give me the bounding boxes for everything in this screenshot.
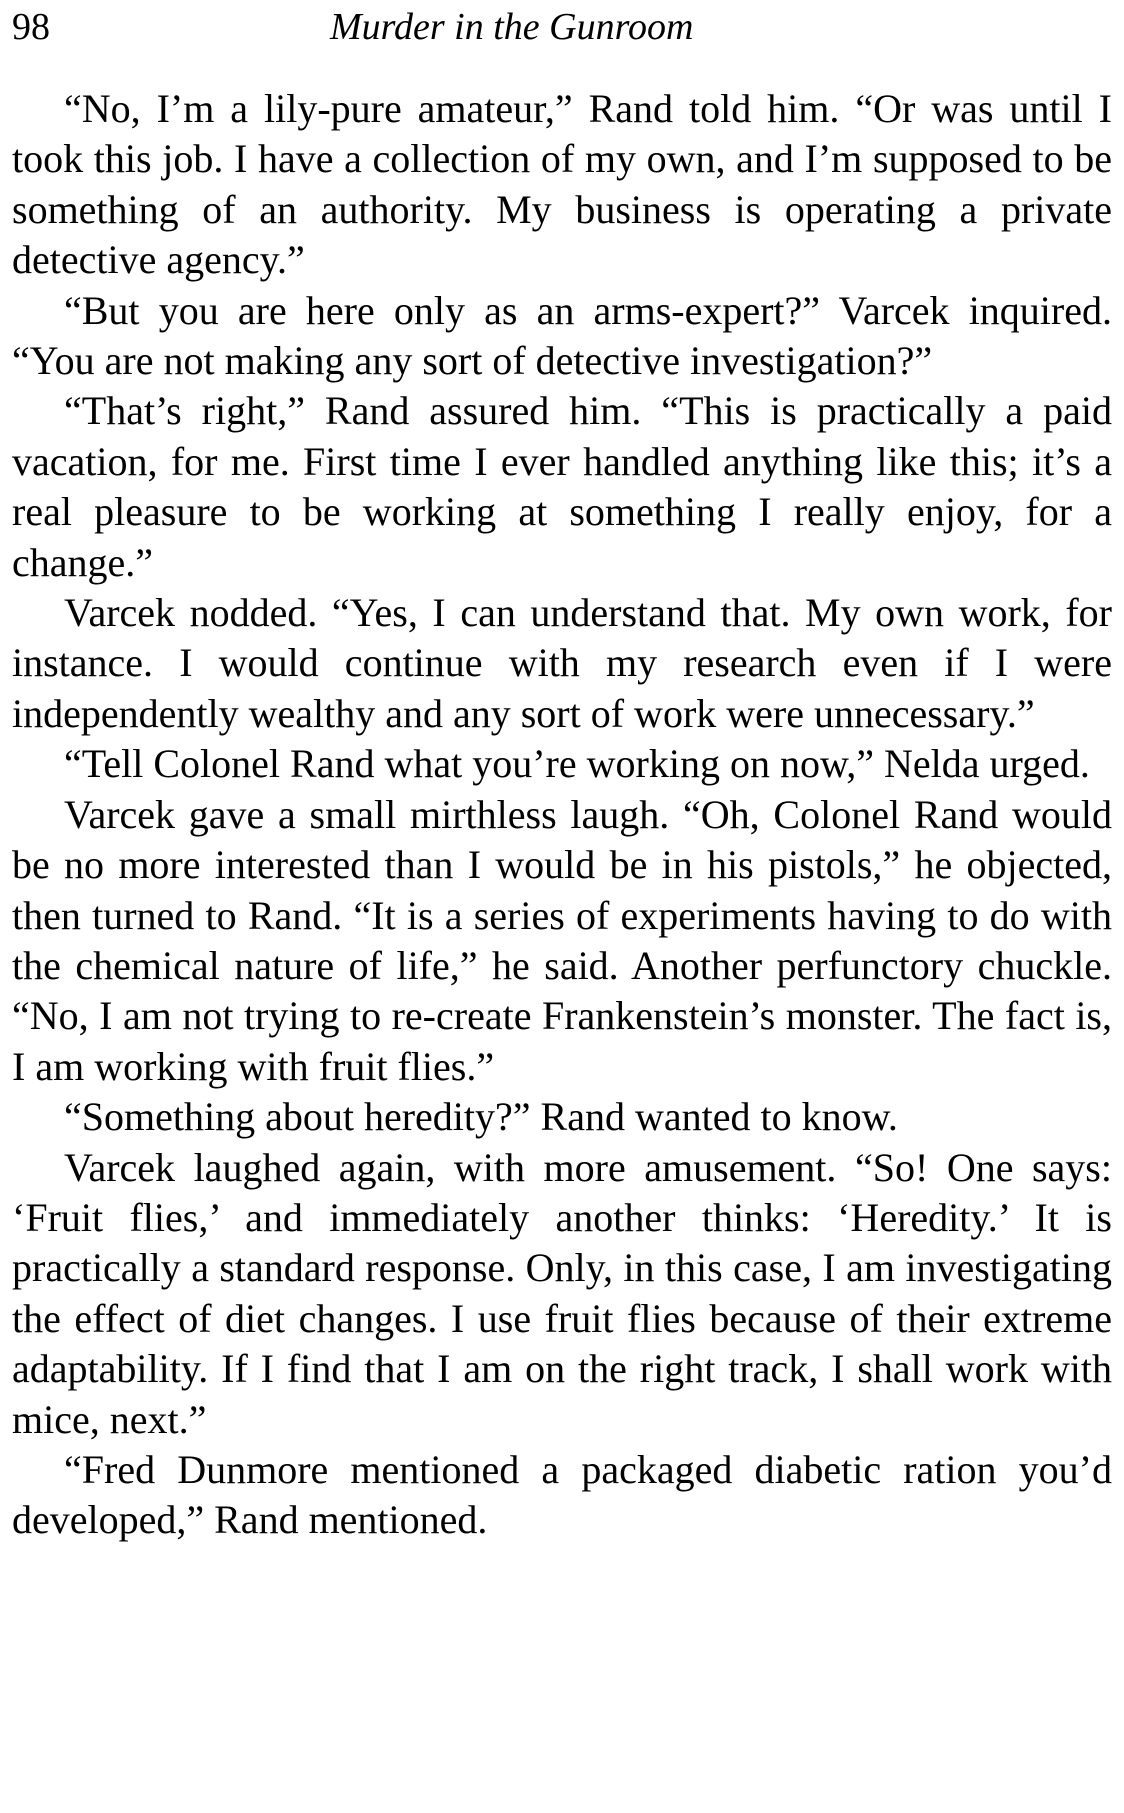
paragraph-3: “That’s right,” Rand assured him. “This is practically a paid vacation, for me. First time I ever handled anything like this; it’s a real pleasure to be working at something I really enjoy, for a change.” (12, 388, 1112, 585)
paragraph-1: “No, I’m a lily-pure amateur,” Rand told him. “Or was until I took this job. I have a collection of my own, and I’m supposed to be something of an authority. My business is operating a private detective agency.” (12, 86, 1112, 283)
paragraph-7: “Something about heredity?” Rand wanted to know. (64, 1094, 898, 1140)
paragraph-4: Varcek nodded. “Yes, I can understand that. My own work, for instance. I would continue with my research even if I were independently wealthy and any sort of work were unnecessary.” (12, 590, 1112, 736)
paragraph-5: “Tell Colonel Rand what you’re working on now,” Nelda urged. (64, 741, 1090, 787)
paragraph-8: Varcek laughed again, with more amusement. “So! One says: ‘Fruit flies,’ and immediately another thinks: ‘Heredity.’ It is practically a standard response. Only, in this case, I am investigating the effect of diet changes. I use fruit flies because of their extreme adaptability. If I find that I am on the right track, I shall work with mice, next.” (12, 1144, 1112, 1442)
book-page (12, 0, 1112, 1546)
paragraph-9: “Fred Dunmore mentioned a packaged diabetic ration you’d developed,” Rand mentioned. (12, 1446, 1112, 1543)
paragraph-6: Varcek gave a small mirthless laugh. “Oh, Colonel Rand would be no more interested than I would be in his pistols,” he objected, then turned to Rand. “It is a series of experiments having to do with the chemical nature of life,” he said. Another perfunctory chuckle. “No, I am not trying to re-create Frankenstein’s monster. The fact is, I am working with fruit flies.” (12, 791, 1112, 1089)
body-text (12, 84, 1112, 1546)
running-head (12, 0, 1112, 62)
book-title: Murder in the Gunroom (330, 6, 694, 48)
paragraph-2: “But you are here only as an arms-expert?” Varcek inquired. “You are not making any sort of detective investigation?” (12, 287, 1112, 384)
page-number: 98 (12, 6, 50, 48)
